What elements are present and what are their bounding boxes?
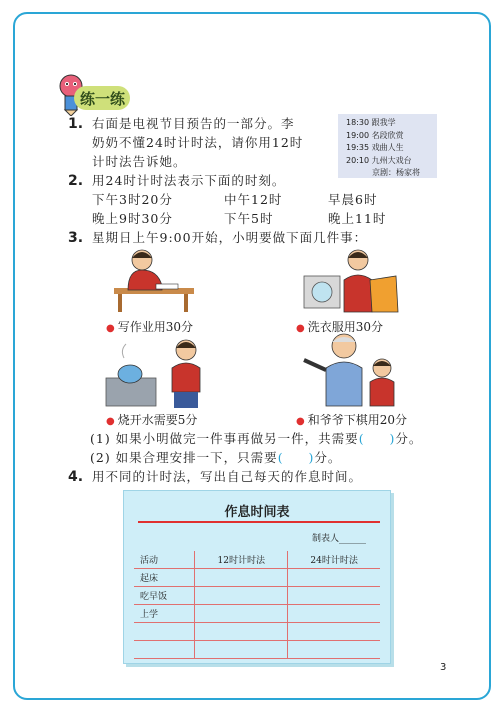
- q2-prompt: 用24时计时法表示下面的时刻。: [92, 173, 286, 188]
- q1-number: 1.: [68, 116, 84, 132]
- table-row: 吃早饭: [134, 587, 380, 605]
- schedule-item: 19:35 戏曲人生: [346, 143, 404, 152]
- schedule-table: [134, 551, 380, 659]
- schedule-table-card: [123, 490, 391, 664]
- chess-grandpa-illustration: [296, 330, 402, 408]
- time-item: 早晨6时: [328, 192, 378, 207]
- schedule-item: 20:10 九州大戏台: [346, 155, 412, 165]
- q2-number: 2.: [68, 173, 84, 189]
- task-caption: ● 和爷爷下棋用20分: [296, 413, 408, 427]
- task-caption: ● 烧开水需要5分: [106, 413, 198, 427]
- answer-blank[interactable]: ( ): [277, 450, 315, 465]
- q3-number: 3.: [68, 230, 84, 246]
- table-title: 作息时间表: [224, 505, 290, 520]
- table-row: 上学: [134, 605, 380, 623]
- page-number: 3: [440, 662, 447, 673]
- table-header-row: [134, 551, 380, 569]
- task-caption: ● 写作业用30分: [106, 320, 194, 334]
- time-item: 晚上9时30分: [92, 211, 173, 226]
- q1-line1: 右面是电视节目预告的一部分。李: [92, 116, 295, 131]
- q4-number: 4.: [68, 469, 84, 485]
- divider: [138, 521, 380, 523]
- tv-schedule: [338, 114, 437, 178]
- table-row: [134, 623, 380, 641]
- q1-line2: 奶奶不懂24时计时法，请你用12时: [92, 135, 304, 150]
- time-item: 中午12时: [224, 192, 283, 207]
- q1-line3: 计时法告诉她。: [92, 154, 187, 169]
- boiling-water-illustration: [104, 336, 214, 408]
- column-header: 24时计时法: [288, 551, 380, 569]
- column-header: 12时计时法: [195, 551, 288, 569]
- table-row: [134, 641, 380, 659]
- schedule-item: 19:00 名段欣赏: [346, 130, 404, 140]
- laundry-illustration: [300, 246, 400, 314]
- time-item: 下午3时20分: [92, 192, 173, 207]
- task-caption: ● 洗衣服用30分: [296, 320, 384, 334]
- column-header: 活动: [134, 551, 195, 569]
- q3-sub1: (1) 如果小明做完一件事再做另一件，共需要( )分。: [90, 431, 423, 446]
- table-row: 起床: [134, 569, 380, 587]
- time-item: 下午5时: [224, 211, 274, 226]
- q3-prompt: 星期日上午9:00开始，小明要做下面几件事：: [92, 230, 368, 245]
- maker-label: 制表人______: [312, 534, 367, 544]
- q3-sub2: (2) 如果合理安排一下，只需要( )分。: [90, 450, 342, 465]
- time-item: 晚上11时: [328, 211, 387, 226]
- homework-illustration: [112, 246, 198, 314]
- schedule-item: 18:30 跟我学: [346, 118, 396, 127]
- answer-blank[interactable]: ( ): [358, 431, 396, 446]
- schedule-item: 京剧：杨家将: [372, 168, 420, 177]
- section-title: 练一练: [80, 90, 126, 108]
- q4-prompt: 用不同的计时法，写出自己每天的作息时间。: [92, 469, 363, 484]
